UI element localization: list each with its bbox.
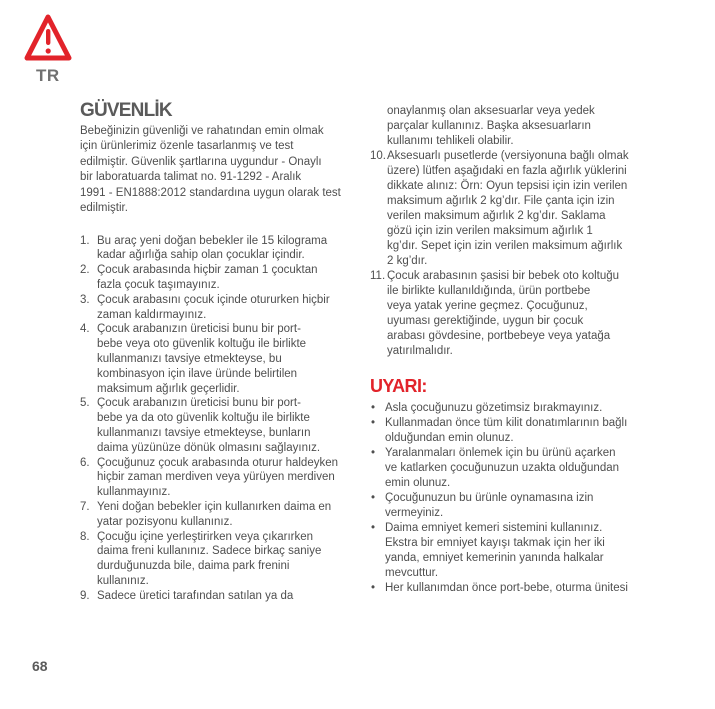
list-item-continuation: [370, 104, 629, 149]
safety-list: [80, 234, 338, 604]
bullet-icon: •: [371, 521, 376, 534]
item-number: 1.: [80, 234, 90, 247]
item-number: 9.: [80, 589, 90, 602]
bullet-item: [370, 446, 628, 491]
exclamation-dot: [46, 48, 51, 53]
safety-intro: Bebeğinizin güvenliği ve rahatından emin olmak için ürünlerimiz özenle tasarlanmış ve test edilmiştir. Güvenlik şartlarına uygundur - Onaylı bir laboratuarda talimat no. 91-1292 - Aralık 1991 - EN1888:2012 standardına uygun olarak test edilmiştir.: [80, 125, 341, 215]
item-text: Çocuk arabasında hiçbir zaman 1 çocuktan fazla çocuk taşımayınız.: [97, 264, 318, 291]
item-number: 2.: [80, 264, 90, 277]
list-item: [80, 322, 338, 396]
page-number: 68: [32, 658, 48, 674]
item-text: Çocuğu içine yerleştirirken veya çıkarırken daima freni kullanınız. Sadece birkaç saniye durduğunuzda bile, daima park frenini kullanınız.: [97, 530, 322, 587]
bullet-text: Çocuğunuzun bu ürünle oynamasına izin vermeyiniz.: [385, 491, 594, 519]
bullet-text: Yaralanmaları önlemek için bu ürünü açarken ve katlarken çocuğunuzun uzakta olduğundan emin olunuz.: [385, 446, 620, 489]
section-heading-safety: GÜVENLİK: [80, 100, 172, 121]
bullet-item: [370, 521, 628, 581]
bullet-icon: •: [371, 491, 376, 504]
item-text: Çocuğunuz çocuk arabasında oturur haldeyken hiçbir zaman merdiven veya yürüyen merdiven kullanmayınız.: [97, 456, 339, 499]
bullet-item: [370, 491, 628, 521]
list-item: [80, 293, 338, 323]
list-item: [80, 589, 338, 604]
list-item: [80, 263, 338, 293]
bullet-item: [370, 401, 628, 416]
item-text: Çocuk arabasının şasisi bir bebek oto koltuğu ile birlikte kullanıldığında, ürün portbebe veya yatak yerine geçmez. Çocuğunuz, uyuması gerektiğinde, uygun bir çocuk arabası gövdesine, portbebeye veya yatağa yatırılmalıdır.: [387, 269, 620, 357]
item-text: Yeni doğan bebekler için kullanırken daima en yatar pozisyonu kullanınız.: [97, 500, 332, 528]
item-text: Çocuk arabasını çocuk içinde otururken hiçbir zaman kaldırmayınız.: [97, 293, 330, 321]
item-number: 8.: [80, 530, 90, 543]
bullet-text: Kullanmadan önce tüm kilit donatımlarının bağlı olduğundan emin olunuz.: [385, 416, 628, 444]
item-number: 10.: [370, 149, 386, 162]
item-text: onaylanmış olan aksesuarlar veya yedek parçalar kullanınız. Başka aksesuarların kullanımı tehlikeli olabilir.: [387, 104, 595, 147]
list-item: [80, 456, 338, 500]
item-text: Bu araç yeni doğan bebekler ile 15 kilograma kadar ağırlığa sahip olan çocuklar içindir.: [97, 234, 328, 262]
item-text: Sadece üretici tarafından satılan ya da: [97, 589, 294, 602]
bullet-text: Daima emniyet kemeri sistemini kullanınız. Ekstra bir emniyet kayışı takmak için her iki yanda, emniyet kemerinin yanında halkalar mevcuttur.: [385, 521, 605, 579]
item-number: 5.: [80, 397, 90, 410]
item-number: 3.: [80, 293, 90, 306]
bullet-icon: •: [371, 446, 376, 459]
item-text: Çocuk arabanızın üreticisi bunu bir port- bebe veya oto güvenlik koltuğu ile birlikte kullanmanızı tavsiye etmekteyse, bu kombinasyon için ilave üründe belirtilen maksimum ağırlık geçerlidir.: [97, 323, 307, 395]
item-number: 6.: [80, 456, 90, 469]
item-number: 11.: [370, 269, 386, 282]
bullet-icon: •: [371, 581, 376, 594]
safety-list-continued: [370, 104, 629, 359]
item-text: Çocuk arabanızın üreticisi bunu bir port- bebe ya da oto güvenlik koltuğu ile birlikte kullanmanızı tavsiye etmekteyse, bunların daima yüzünüze dönük olmasını sağlayınız.: [97, 397, 321, 454]
list-item: [80, 234, 338, 264]
list-item: [80, 500, 338, 530]
bullet-item: [370, 416, 628, 446]
warning-list: [370, 401, 628, 596]
exclamation-bar: [46, 29, 50, 45]
item-number: 4.: [80, 323, 90, 336]
list-item: [370, 149, 629, 269]
bullet-icon: •: [371, 416, 376, 429]
list-item: [370, 269, 629, 359]
item-text: Aksesuarlı pusetlerde (versiyonuna bağlı olmak üzere) lütfen aşağıdaki en fazla ağırlık yüklerini dikkate alınız: Örn: Oyun tepsisi için izin verilen maksimum ağırlık 2 kg’dır. File çanta için izin verilen maksimum ağırlık 2 kg’dır. Saklama gözü için izin verilen maksimum ağırlık 1 kg’dır. Sepet için izin verilen maksimum ağırlık 2 kg’dır.: [387, 149, 629, 267]
bullet-text: Asla çocuğunuzu gözetimsiz bırakmayınız.: [385, 401, 603, 414]
language-tag: TR: [36, 66, 60, 85]
list-item: [80, 530, 338, 589]
bullet-icon: •: [371, 401, 376, 414]
bullet-item: [370, 581, 628, 596]
section-heading-warning: UYARI:: [370, 376, 427, 396]
bullet-text: Her kullanımdan önce port-bebe, oturma ünitesi: [385, 581, 628, 594]
item-number: 7.: [80, 500, 90, 513]
list-item: [80, 396, 338, 455]
warning-triangle-icon: [22, 11, 76, 65]
